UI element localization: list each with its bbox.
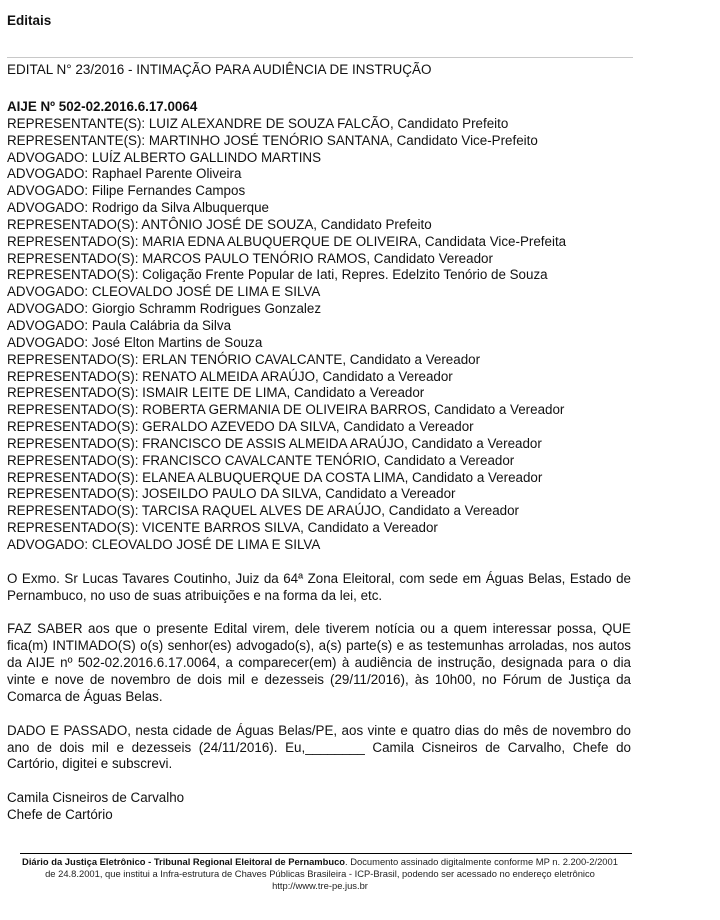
party-line: REPRESENTADO(S): FRANCISCO CAVALCANTE TENÓRIO, Candidato a Vereador xyxy=(7,452,515,468)
section-divider xyxy=(7,57,633,58)
signature-name: Camila Cisneiros de Carvalho xyxy=(7,790,185,806)
party-line: REPRESENTANTE(S): LUIZ ALEXANDRE DE SOUZA FALCÃO, Candidato Prefeito xyxy=(7,115,509,131)
edital-title: EDITAL N° 23/2016 - INTIMAÇÃO PARA AUDIÊNCIA DE INSTRUÇÃO xyxy=(7,62,432,77)
party-line: REPRESENTADO(S): FRANCISCO DE ASSIS ALMEIDA ARAÚJO, Candidato a Vereador xyxy=(7,435,542,451)
party-line: REPRESENTADO(S): GERALDO AZEVEDO DA SILVA, Candidato a Vereador xyxy=(7,419,474,435)
edital-body xyxy=(7,99,631,824)
party-line: REPRESENTADO(S): ERLAN TENÓRIO CAVALCANTE, Candidato a Vereador xyxy=(7,351,481,367)
party-line: REPRESENTANTE(S): MARTINHO JOSÉ TENÓRIO SANTANA, Candidato Vice-Prefeito xyxy=(7,132,538,148)
notice-paragraph: FAZ SABER aos que o presente Edital virem, dele tiverem notícia ou a quem interessar possa, QUE fica(m) INTIMADO(S) o(s) senhor(es) advogado(s), a(s) parte(s) e as testemunhas arroladas, nos autos da AIJE nº 502-02.2016.6.17.0064, a comparecer(em) à audiência de instrução, designada para o dia vinte e nove de novembro de dois mil e dezesseis (29/11/2016), às 10h00, no Fórum de Justiça da Comarca de Águas Belas. xyxy=(7,621,631,704)
party-line: ADVOGADO: Giorgio Schramm Rodrigues Gonzalez xyxy=(7,301,322,317)
party-line: ADVOGADO: LUÍZ ALBERTO GALLINDO MARTINS xyxy=(7,149,322,165)
judge-paragraph: O Exmo. Sr Lucas Tavares Coutinho, Juiz da 64ª Zona Eleitoral, com sede em Águas Belas, Estado de Pernambuco, no uso de suas atribuições e na forma da lei, etc. xyxy=(7,570,631,603)
process-number: AIJE Nº 502-02.2016.6.17.0064 xyxy=(7,99,198,114)
signature-role: Chefe de Cartório xyxy=(7,807,113,823)
party-line: REPRESENTADO(S): Coligação Frente Popular de Iati, Repres. Edelzito Tenório de Souza xyxy=(7,267,548,283)
party-line: ADVOGADO: José Elton Martins de Souza xyxy=(7,334,263,350)
party-line: REPRESENTADO(S): ELANEA ALBUQUERQUE DA COSTA LIMA, Candidato a Vereador xyxy=(7,469,543,485)
footer-divider xyxy=(20,853,632,854)
footer-source: Diário da Justiça Eletrônico - Tribunal Regional Eleitoral de Pernambuco xyxy=(22,856,346,867)
party-line: REPRESENTADO(S): VICENTE BARROS SILVA, Candidato a Vereador xyxy=(7,520,438,536)
party-line: REPRESENTADO(S): JOSEILDO PAULO DA SILVA, Candidato a Vereador xyxy=(7,486,456,502)
party-line: REPRESENTADO(S): RENATO ALMEIDA ARAÚJO, Candidato a Vereador xyxy=(7,368,453,384)
party-line: ADVOGADO: Paula Calábria da Silva xyxy=(7,317,232,333)
party-line: ADVOGADO: CLEOVALDO JOSÉ DE LIMA E SILVA xyxy=(7,284,321,300)
party-line: REPRESENTADO(S): MARIA EDNA ALBUQUERQUE DE OLIVEIRA, Candidata Vice-Prefeita xyxy=(7,233,567,249)
party-line: ADVOGADO: CLEOVALDO JOSÉ DE LIMA E SILVA xyxy=(7,536,321,552)
page-footer xyxy=(18,856,622,893)
signature-block xyxy=(7,790,631,824)
party-line: REPRESENTADO(S): TARCISA RAQUEL ALVES DE ARAÚJO, Candidato a Vereador xyxy=(7,503,520,519)
section-heading: Editais xyxy=(7,13,52,28)
footer-text: . Documento assinado digitalmente conforme MP n. 2.200-2/2001 de 24.8.2001, que institui a Infra-estrutura de Chaves Públicas Brasileira - ICP-Brasil, podendo ser acessado no endereço eletrônico http://www.tre-pe.jus.br xyxy=(45,856,618,892)
closing-paragraph: DADO E PASSADO, nesta cidade de Águas Belas/PE, aos vinte e quatro dias do mês de novembro do ano de dois mil e dezesseis (24/11/2016). Eu,________ Camila Cisneiros de Carvalho, Chefe do Cartório, digitei e subscrevi. xyxy=(7,722,631,772)
party-line: REPRESENTADO(S): ANTÔNIO JOSÉ DE SOUZA, Candidato Prefeito xyxy=(7,216,432,232)
parties-list xyxy=(7,116,631,554)
party-line: ADVOGADO: Raphael Parente Oliveira xyxy=(7,166,242,182)
party-line: ADVOGADO: Rodrigo da Silva Albuquerque xyxy=(7,200,269,216)
party-line: REPRESENTADO(S): ROBERTA GERMANIA DE OLIVEIRA BARROS, Candidato a Vereador xyxy=(7,402,565,418)
party-line: REPRESENTADO(S): MARCOS PAULO TENÓRIO RAMOS, Candidato Vereador xyxy=(7,250,493,266)
party-line: REPRESENTADO(S): ISMAIR LEITE DE LIMA, Candidato a Vereador xyxy=(7,385,425,401)
party-line: ADVOGADO: Filipe Fernandes Campos xyxy=(7,183,246,199)
